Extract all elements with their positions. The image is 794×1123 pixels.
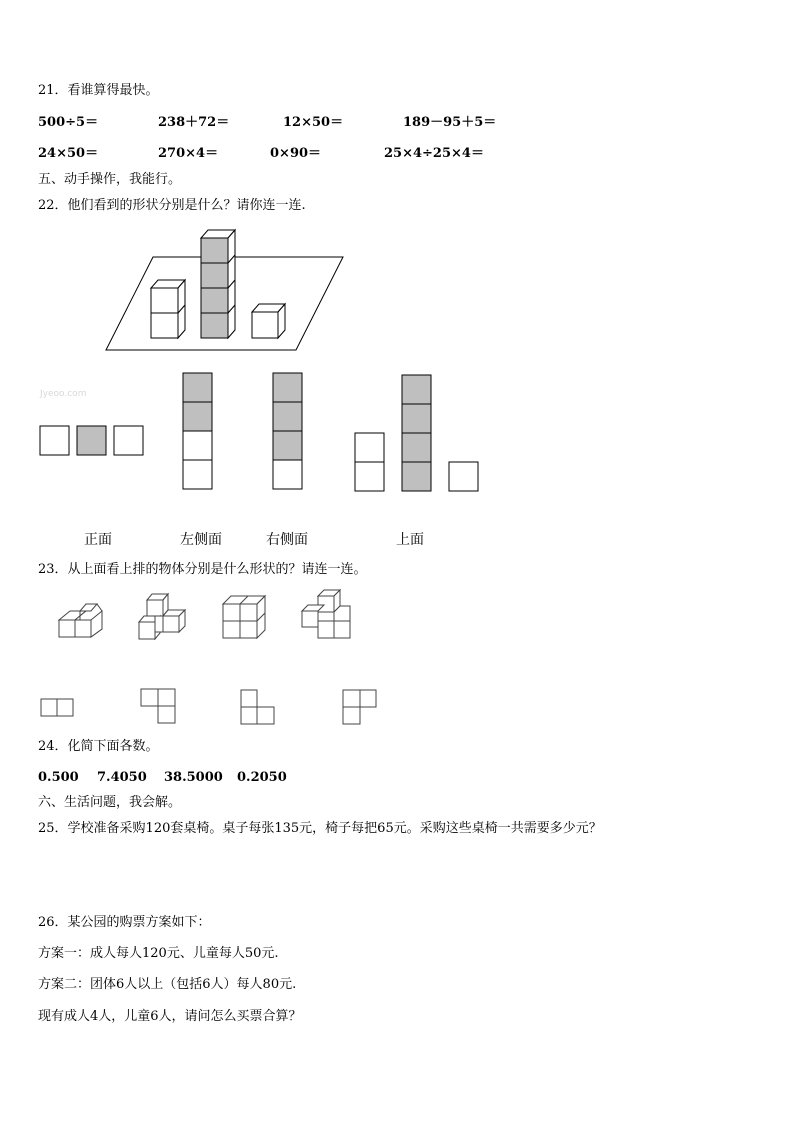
q24-number-2: 7.4050 (97, 770, 147, 785)
section6-title: 六、生活问题，我会解。 (38, 795, 182, 810)
q23-solid-3 (223, 596, 265, 638)
q21-expr-8: 25×4÷25×4＝ (384, 146, 484, 161)
q21-expr-3: 12×50＝ (283, 115, 344, 130)
q22-option-right-side[interactable] (273, 373, 302, 489)
q21-expr-7: 0×90＝ (270, 146, 322, 161)
q23-view-4[interactable] (343, 690, 376, 724)
section5-title: 五、动手操作，我能行。 (38, 172, 182, 187)
q21-expr-5: 24×50＝ (38, 146, 99, 161)
q22-label-front: 正面 (84, 532, 112, 548)
q23-solid-1 (59, 604, 102, 637)
q21-title: 21．看谁算得最快。 (38, 83, 159, 98)
q21-expr-6: 270×4＝ (158, 146, 219, 161)
q25-title: 25．学校准备采购120套桌椅。桌子每张135元，椅子每把65元。采购这些桌椅一共需要多少元？ (38, 821, 602, 836)
q22-option-left-side[interactable] (183, 373, 212, 489)
q26-plan-1: 方案一：成人每人120元、儿童每人50元. (38, 946, 279, 961)
q22-label-top: 上面 (396, 532, 424, 548)
q22-option-front[interactable] (40, 426, 143, 455)
q22-label-left-side: 左侧面 (180, 532, 222, 548)
q23-view-1[interactable] (41, 699, 73, 716)
q23-view-3[interactable] (241, 690, 274, 724)
q22-single-cube (252, 304, 285, 338)
watermark: Jyeoo.com (40, 389, 87, 399)
q22-scene (106, 230, 343, 350)
q23-solid-2 (139, 594, 185, 639)
q21-expr-1: 500÷5＝ (38, 115, 99, 130)
q26-title: 26．某公园的购票方案如下： (38, 915, 211, 930)
q24-number-4: 0.2050 (237, 770, 287, 785)
q23-solid-4 (302, 590, 350, 638)
q22-left-stack (151, 280, 185, 338)
q24-number-3: 38.5000 (164, 770, 223, 785)
q23-view-2[interactable] (141, 689, 175, 723)
q22-option-top[interactable] (355, 375, 478, 491)
q22-tall-stack (201, 230, 235, 338)
q21-expr-2: 238＋72＝ (158, 115, 230, 130)
q22-label-right-side: 右侧面 (266, 532, 308, 548)
q26-plan-2: 方案二：团体6人以上（包括6人）每人80元. (38, 977, 297, 992)
q24-number-1: 0.500 (38, 770, 79, 785)
q21-expr-4: 189－95＋5＝ (403, 115, 497, 130)
q23-title: 23．从上面看上排的物体分别是什么形状的？请连一连。 (38, 562, 367, 577)
q22-title: 22．他们看到的形状分别是什么？请你连一连. (38, 198, 306, 213)
q26-question: 现有成人4人，儿童6人，请问怎么买票合算？ (38, 1009, 302, 1024)
q24-title: 24．化简下面各数。 (38, 739, 159, 754)
